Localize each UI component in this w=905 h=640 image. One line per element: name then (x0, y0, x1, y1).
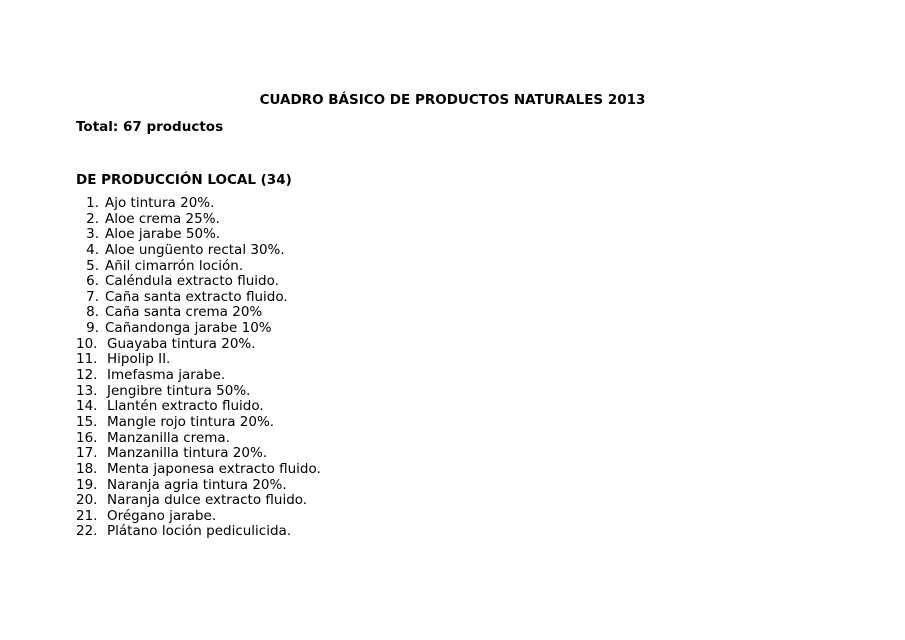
list-item (76, 399, 321, 415)
item-number: 2. (86, 210, 99, 227)
item-number: 4. (86, 241, 99, 258)
list-item (76, 321, 321, 337)
item-number: 11. (76, 351, 98, 368)
item-name: Aloe crema 25%. (105, 210, 220, 227)
section-heading: DE PRODUCCIÓN LOCAL (34) (76, 172, 292, 188)
item-name: Añil cimarrón loción. (105, 257, 244, 274)
item-name: Aloe jarabe 50%. (105, 226, 221, 243)
list-item (76, 415, 321, 431)
list-item (76, 431, 321, 447)
list-item (76, 462, 321, 478)
item-number: 22. (76, 523, 98, 540)
document-title: CUADRO BÁSICO DE PRODUCTOS NATURALES 2013 (259, 92, 646, 108)
item-number: 6. (86, 273, 99, 290)
item-number: 21. (76, 507, 98, 524)
list-item (76, 227, 321, 243)
item-number: 19. (76, 476, 98, 493)
list-item (76, 212, 321, 228)
list-item (76, 196, 321, 212)
item-name: Aloe ungüento rectal 30%. (105, 241, 285, 258)
total-count: Total: 67 productos (76, 119, 224, 135)
item-number: 3. (86, 226, 99, 243)
item-name: Guayaba tintura 20%. (107, 335, 256, 352)
item-name: Naranja dulce extracto fluido. (107, 492, 308, 509)
list-item (76, 493, 321, 509)
item-name: Hipolip II. (107, 351, 171, 368)
list-item (76, 274, 321, 290)
product-list (76, 196, 321, 540)
item-number: 16. (76, 429, 98, 446)
list-item (76, 384, 321, 400)
list-item (76, 305, 321, 321)
item-name: Mangle rojo tintura 20%. (107, 413, 275, 430)
item-name: Ajo tintura 20%. (105, 195, 215, 211)
item-number: 1. (86, 195, 99, 211)
item-name: Manzanilla crema. (107, 429, 230, 446)
item-name: Jengibre tintura 50%. (107, 382, 251, 399)
list-item (76, 259, 321, 275)
list-item (76, 243, 321, 259)
list-item (76, 446, 321, 462)
list-item (76, 337, 321, 353)
item-name: Cañandonga jarabe 10% (105, 320, 272, 337)
list-item (76, 478, 321, 494)
item-name: Llantén extracto fluido. (107, 398, 264, 415)
item-name: Imefasma jarabe. (107, 367, 226, 384)
item-name: Caléndula extracto fluido. (105, 273, 279, 290)
item-name: Manzanilla tintura 20%. (107, 445, 268, 462)
item-number: 8. (86, 304, 99, 321)
item-name: Caña santa crema 20% (105, 304, 263, 321)
item-name: Orégano jarabe. (107, 507, 217, 524)
list-item (76, 524, 321, 540)
item-name: Menta japonesa extracto fluido. (107, 460, 321, 477)
item-name: Plátano loción pediculicida. (107, 523, 292, 540)
list-item (76, 290, 321, 306)
list-item (76, 368, 321, 384)
item-number: 20. (76, 492, 98, 509)
item-number: 17. (76, 445, 98, 462)
item-number: 12. (76, 367, 98, 384)
item-name: Naranja agria tintura 20%. (107, 476, 287, 493)
item-number: 10. (76, 335, 98, 352)
list-item (76, 352, 321, 368)
item-number: 13. (76, 382, 98, 399)
item-number: 18. (76, 460, 98, 477)
item-number: 15. (76, 413, 98, 430)
item-number: 14. (76, 398, 98, 415)
item-number: 7. (86, 288, 99, 305)
list-item (76, 509, 321, 525)
item-name: Caña santa extracto fluido. (105, 288, 288, 305)
item-number: 9. (86, 320, 99, 337)
item-number: 5. (86, 257, 99, 274)
